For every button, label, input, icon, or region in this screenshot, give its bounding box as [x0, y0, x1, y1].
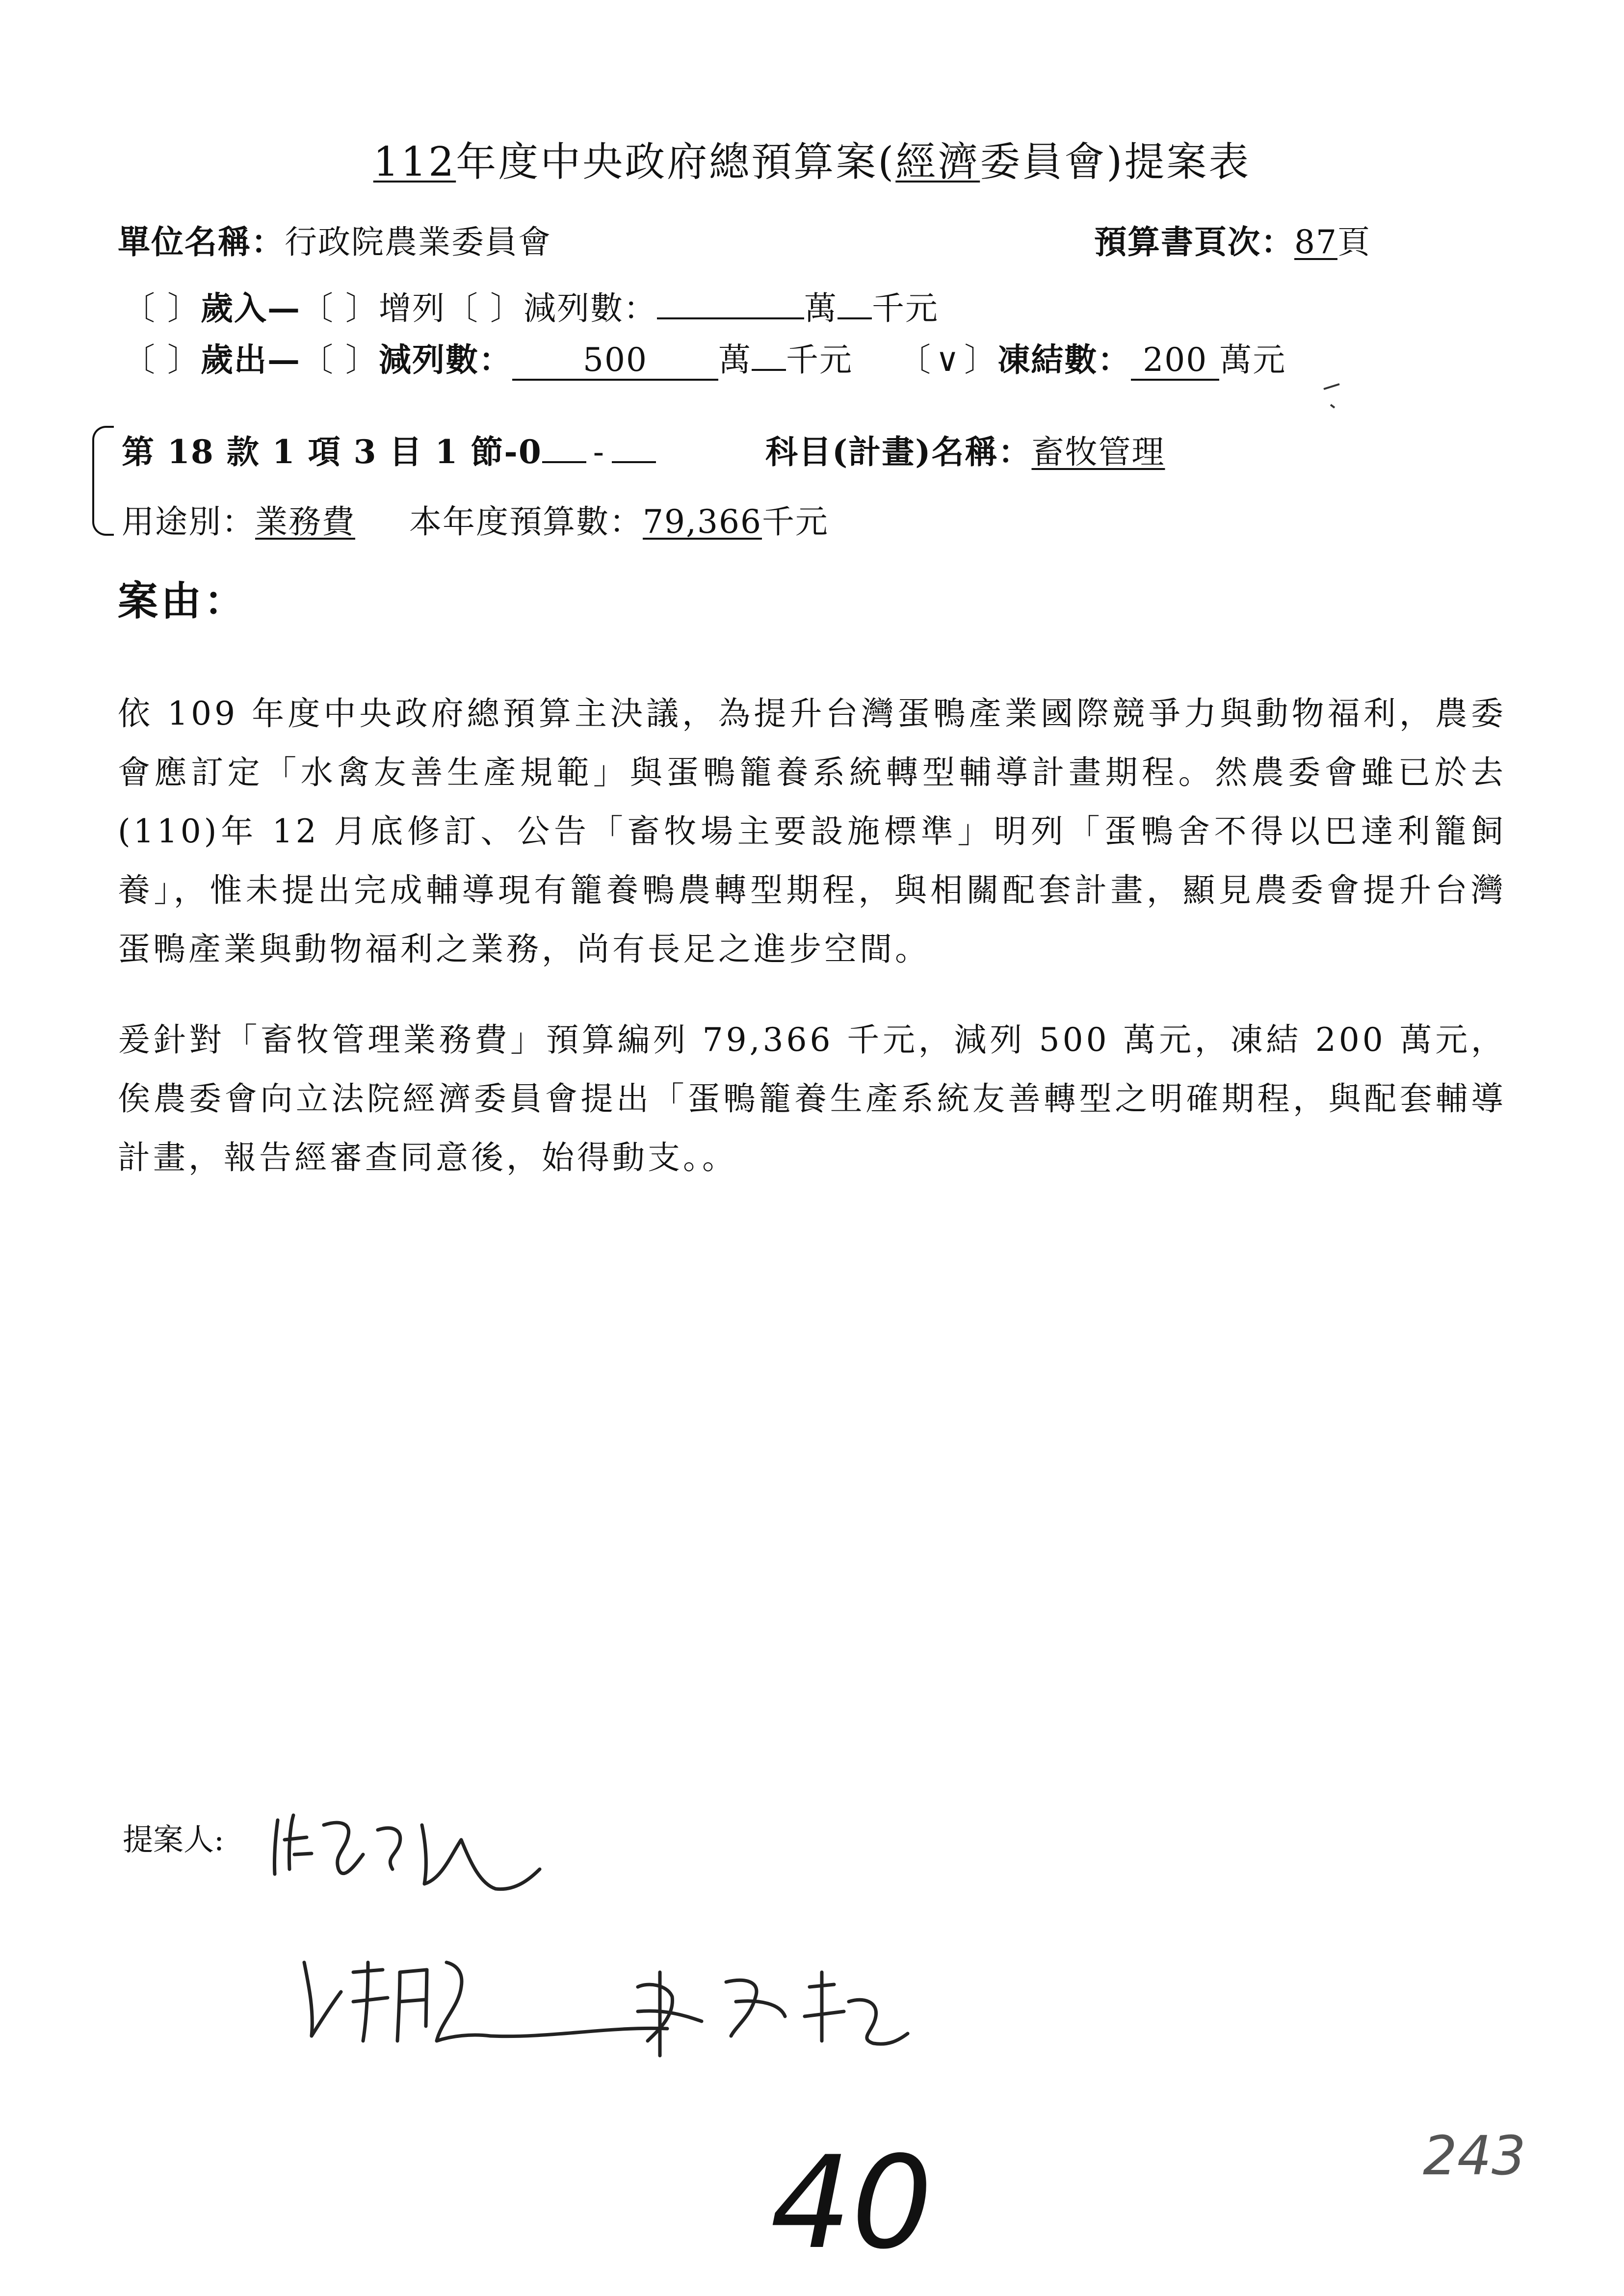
revenue-amount-blank [657, 292, 804, 319]
signature-1 [265, 1796, 569, 1908]
freeze-check-mark: ∨ [935, 341, 961, 379]
usage-row [122, 496, 829, 542]
expense-thousand-blank [752, 343, 786, 371]
usage-value: 業務費 [255, 503, 355, 541]
page-ref-row [1094, 216, 1371, 262]
section-bracket [92, 426, 114, 536]
page-title [0, 130, 1624, 187]
page-ref-value: 87 [1294, 223, 1337, 261]
title-mid: 年度中央政府總預算案( [456, 139, 896, 185]
section-blank-2 [612, 436, 656, 463]
subject-label: 科目(計畫)名稱： [765, 433, 1032, 471]
subject-value: 畜牧管理 [1031, 433, 1165, 471]
section-dash: - [593, 433, 605, 471]
freeze-checkbox-open: 〔 [898, 341, 932, 379]
title-tail: 委員會)提案表 [980, 139, 1251, 185]
section-code: 第 18 款 1 項 3 目 1 節-0 [122, 433, 542, 471]
subject-row [765, 426, 1165, 472]
revenue-thousand-blank [838, 292, 872, 319]
revenue-increase-label: 增列 [378, 289, 445, 327]
section-row [122, 426, 656, 472]
budget-value: 79,366 [643, 503, 762, 541]
freeze-checkbox-close: 〕 [964, 341, 998, 379]
page-ref-label: 預算書頁次： [1094, 223, 1294, 261]
reason-paragraph-2: 爰針對「畜牧管理業務費」預算編列 79,366 千元，減列 500 萬元，凍結 200 萬元，俟農委會向立法院經濟委員會提出「蛋鴨籠養生產系統友善轉型之明確期程，與配套輔導計畫，報告經審查同意後，始得動支。。 [118, 1021, 1506, 1176]
expense-label: 歲出— [200, 340, 301, 379]
usage-label: 用途別： [122, 503, 255, 541]
unit-label: 單位名稱： [118, 223, 285, 261]
expense-cut-checkbox: 〔 〕 [300, 341, 379, 379]
handwritten-page-number: 40 [770, 2129, 933, 2277]
handwritten-corner-number: 243 [1423, 2124, 1526, 2187]
budget-unit: 千元 [761, 503, 829, 541]
revenue-checkbox: 〔 〕 [123, 289, 201, 327]
expense-checkbox: 〔 〕 [123, 341, 201, 379]
title-year: 112 [373, 139, 456, 185]
revenue-label: 歲入— [200, 289, 301, 327]
reason-paragraph-1: 依 109 年度中央政府總預算主決議，為提升台灣蛋鴨產業國際競爭力與動物福利，農委會應訂定「水禽友善生產規範」與蛋鴨籠養系統轉型輔導計畫期程。然農委會雖已於去(110)年 12 月底修訂、公告「畜牧場主要設施標準」明列「蛋鴨舍不得以巴達利籠飼養」，惟未提出完成輔導現有籠養鴨農轉型期程，與相關配套計畫，顯見農委會提升台灣蛋鴨產業與動物福利之業務，尚有長足之進步空間。 [118, 695, 1506, 968]
reason-label: 案由： [118, 577, 248, 625]
page-ref-suffix: 頁 [1337, 223, 1371, 261]
revenue-wan-unit: 萬 [804, 289, 838, 327]
expense-thousand-unit: 千元 [786, 341, 853, 379]
expense-wan-unit: 萬 [718, 341, 752, 379]
revenue-thousand-unit: 千元 [871, 289, 939, 327]
signature-2 [294, 1943, 932, 2061]
freeze-value: 200 [1131, 341, 1219, 381]
expense-cut-value: 500 [512, 341, 718, 381]
expense-row [123, 334, 1286, 381]
budget-label: 本年度預算數： [409, 503, 643, 541]
revenue-decrease-checkbox: 〔 〕 [445, 289, 524, 327]
section-blank-1 [542, 436, 586, 463]
title-committee: 經濟 [895, 139, 980, 185]
revenue-row [123, 282, 939, 329]
proposer-label: 提案人: [123, 1822, 224, 1857]
freeze-label: 凍結數： [997, 340, 1131, 379]
revenue-increase-checkbox: 〔 〕 [300, 289, 379, 327]
expense-cut-label: 減列數： [378, 340, 512, 379]
stray-mark [1320, 380, 1349, 415]
revenue-decrease-label: 減列數： [523, 289, 657, 327]
freeze-unit: 萬元 [1219, 341, 1286, 379]
unit-value: 行政院農業委員會 [285, 223, 551, 261]
unit-row [118, 216, 551, 262]
